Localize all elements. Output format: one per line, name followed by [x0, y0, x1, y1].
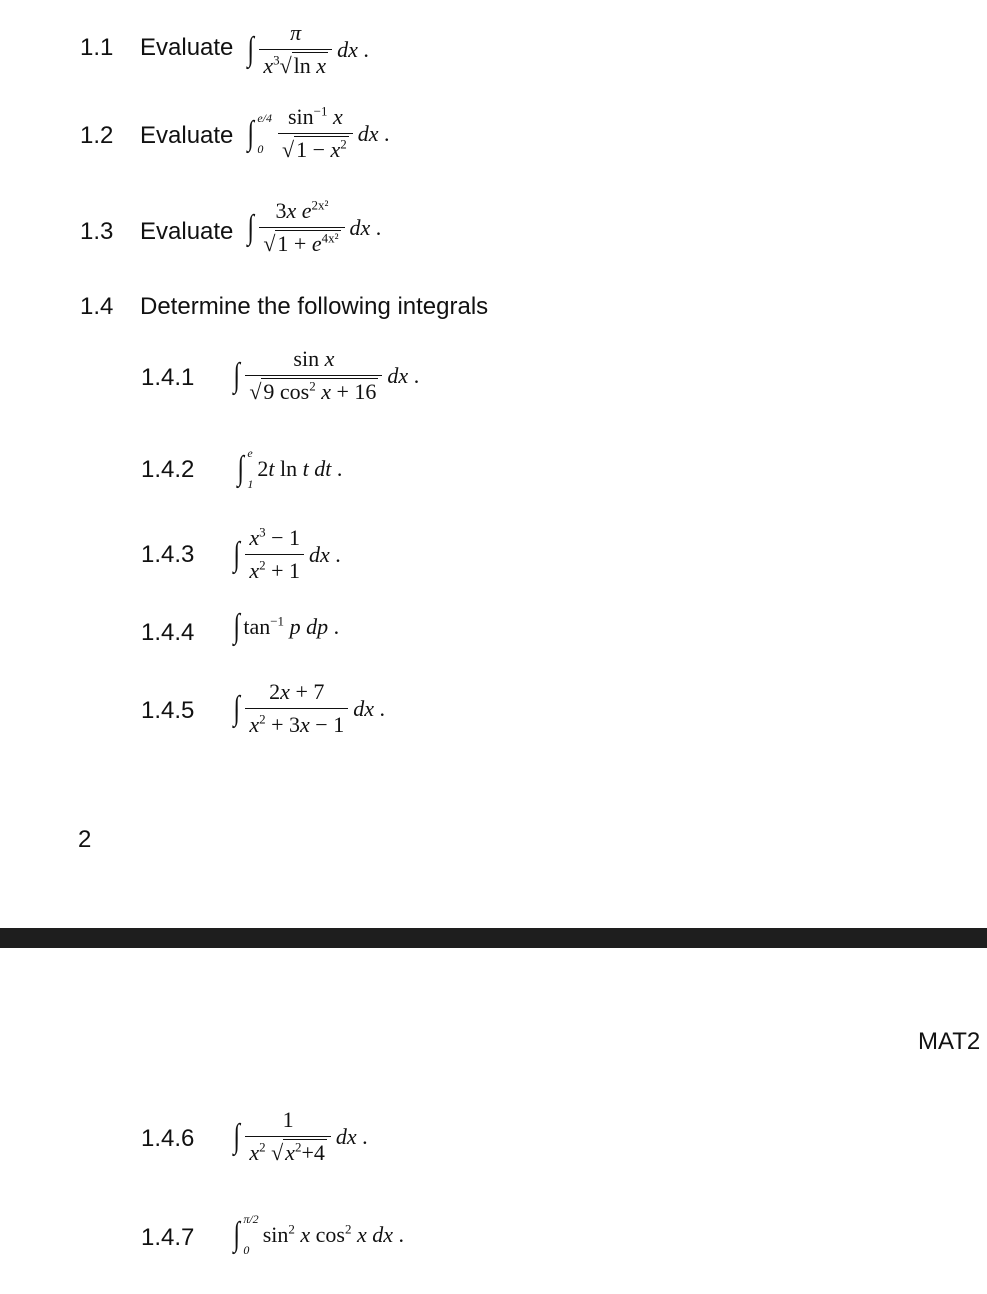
- problem-1-4-7-number: 1.4.7: [141, 1224, 195, 1251]
- page-number: 2: [78, 826, 92, 853]
- problem-1-4-3-expression: ∫ $\frac{x^3 - 1}{x^2 + 1}$ dx .: [233, 524, 341, 583]
- page-separator: [0, 928, 987, 948]
- problem-1-4-7-expression: ∫ π/2 0 $\sin^2 x$ $\cos^2 x$ dx .: [233, 1212, 404, 1257]
- problem-1-4-1-expression: ∫ $\frac{\text{sin x}}{√9 \cos^2 x + 16}$ dx .: [233, 346, 420, 404]
- problem-1-4-5-number: 1.4.5: [141, 697, 195, 724]
- problem-1-4-6-expression: ∫ $\frac{1}{x^2 √x^2+4}$ dx .: [233, 1107, 368, 1165]
- problem-1-4-2-number: 1.4.2: [141, 456, 195, 483]
- problem-1-4-2-expression: ∫ e 1 2t ln t dt .: [237, 446, 343, 491]
- problem-1-1-label: Evaluate: [140, 34, 234, 61]
- problem-1-1-expression: ∫ $\frac{\pi}{x^3√\ln x}$ dx .: [247, 20, 369, 78]
- page-header-course-code: MAT2: [918, 1028, 981, 1055]
- problem-1-3-expression: ∫ $\frac{3x e^{2x^2}}{√1 + e^{4x^2}}$ dx .: [247, 197, 382, 256]
- problem-1-3-number: 1.3: [80, 218, 114, 245]
- problem-1-4-4-number: 1.4.4: [141, 619, 195, 646]
- problem-1-2-expression: ∫ e/4 0 $\frac{\sin^{-1} x}{√1 - x^2}$ dx .: [247, 103, 390, 162]
- problem-1-4-3-number: 1.4.3: [141, 541, 195, 568]
- problem-1-2-number: 1.2: [80, 122, 114, 149]
- problem-1-4-6-number: 1.4.6: [141, 1125, 195, 1152]
- problem-1-1-number: 1.1: [80, 34, 114, 61]
- problem-1-4-heading: Determine the following integrals: [140, 293, 489, 320]
- problem-1-3-label: Evaluate: [140, 218, 234, 245]
- problem-1-4-5-expression: ∫ $\frac{2x + 7}{x^2 + 3x - 1}$ dx .: [233, 679, 385, 737]
- problem-1-4-4-expression: ∫ $\tan^{-1} p$ dp .: [233, 608, 340, 645]
- problem-1-2-label: Evaluate: [140, 122, 234, 149]
- problem-1-4-number: 1.4: [80, 293, 114, 320]
- problem-1-4-1-number: 1.4.1: [141, 364, 195, 391]
